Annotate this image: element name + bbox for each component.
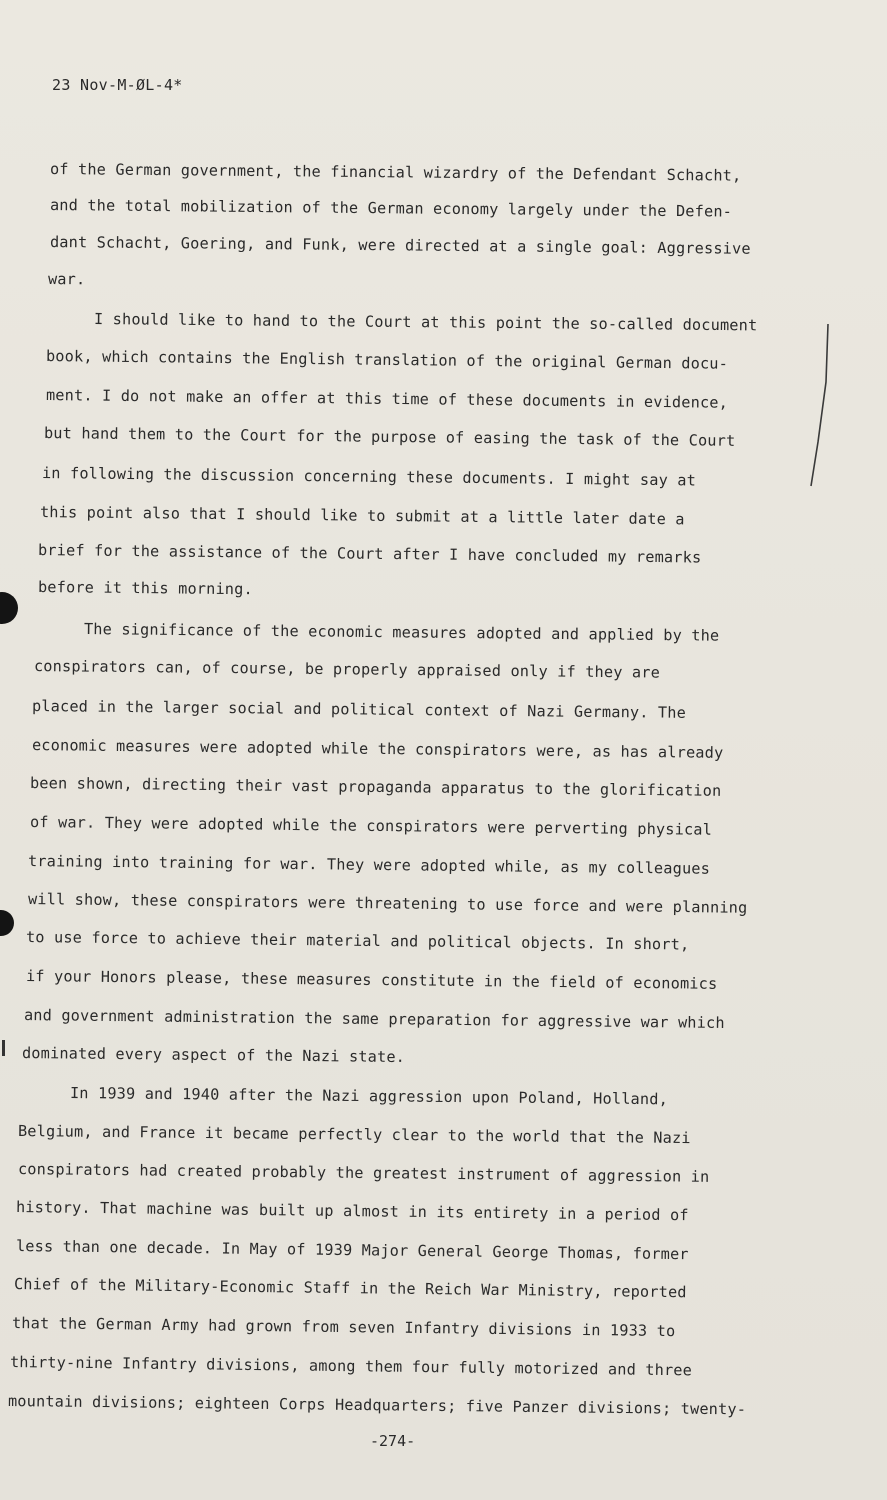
text-line: war. [47, 270, 86, 289]
text-line: training into training for war. They were adopted while, as my colleagues [27, 852, 711, 878]
text-line: in following the discussion concerning these documents. I might say at [41, 464, 697, 490]
text-line: ment. I do not make an offer at this time of these documents in evidence, [45, 386, 729, 412]
text-line: this point also that I should like to submit at a little later date a [39, 503, 685, 529]
edge-mark [2, 1040, 5, 1056]
text-line: brief for the assistance of the Court after I have concluded my remarks [37, 541, 702, 567]
text-line: of war. They were adopted while the conspirators were perverting physical [29, 813, 713, 839]
text-line: conspirators had created probably the greatest instrument of aggression in [17, 1160, 710, 1186]
text-line: mountain divisions; eighteen Corps Headquarters; five Panzer divisions; twenty- [7, 1392, 747, 1419]
text-line: to use force to achieve their material and political objects. In short, [25, 928, 690, 954]
text-line: will show, these conspirators were threatening to use force and were planning [27, 890, 748, 917]
text-line: less than one decade. In May of 1939 Major General George Thomas, former [15, 1237, 689, 1264]
text-line: history. That machine was built up almost in its entirety in a period of [15, 1198, 689, 1225]
margin-line-mark [808, 322, 830, 488]
text-line: and the total mobilization of the German economy largely under the Defen- [49, 196, 733, 221]
punch-hole [0, 592, 18, 624]
text-line: conspirators can, of course, be properly appraised only if they are [33, 657, 661, 682]
text-line: but hand them to the Court for the purpose of easing the task of the Court [43, 424, 736, 450]
punch-hole [0, 910, 14, 936]
text-line: of the German government, the financial wizardry of the Defendant Schacht, [49, 160, 742, 185]
text-line: and government administration the same preparation for aggressive war which [23, 1006, 725, 1032]
text-line: In 1939 and 1940 after the Nazi aggression upon Poland, Holland, [69, 1084, 669, 1109]
text-line: that the German Army had grown from seven Infantry divisions in 1933 to [11, 1314, 676, 1341]
text-line: dominated every aspect of the Nazi state. [21, 1044, 406, 1067]
page-number: -274- [370, 1432, 416, 1450]
text-line: placed in the larger social and political context of Nazi Germany. The [31, 697, 687, 722]
text-line: Chief of the Military-Economic Staff in the Reich War Ministry, reported [13, 1275, 687, 1302]
text-line: I should like to hand to the Court at this point the so-called document [93, 310, 758, 335]
text-line: economic measures were adopted while the conspirators were, as has already [31, 736, 724, 762]
text-line: Belgium, and France it became perfectly clear to the world that the Nazi [17, 1122, 691, 1148]
document-reference: 23 Nov-M-ØL-4* [52, 76, 183, 94]
text-line: thirty-nine Infantry divisions, among them four fully motorized and three [9, 1353, 693, 1380]
text-line: dant Schacht, Goering, and Funk, were directed at a single goal: Aggressive [49, 233, 751, 258]
text-line: before it this morning. [37, 578, 253, 599]
text-line: been shown, directing their vast propaganda apparatus to the glorification [29, 774, 722, 800]
text-line: The significance of the economic measures adopted and applied by the [83, 620, 720, 645]
text-line: book, which contains the English translation of the original German docu- [45, 347, 729, 373]
text-line: if your Honors please, these measures constitute in the field of economics [25, 967, 718, 993]
